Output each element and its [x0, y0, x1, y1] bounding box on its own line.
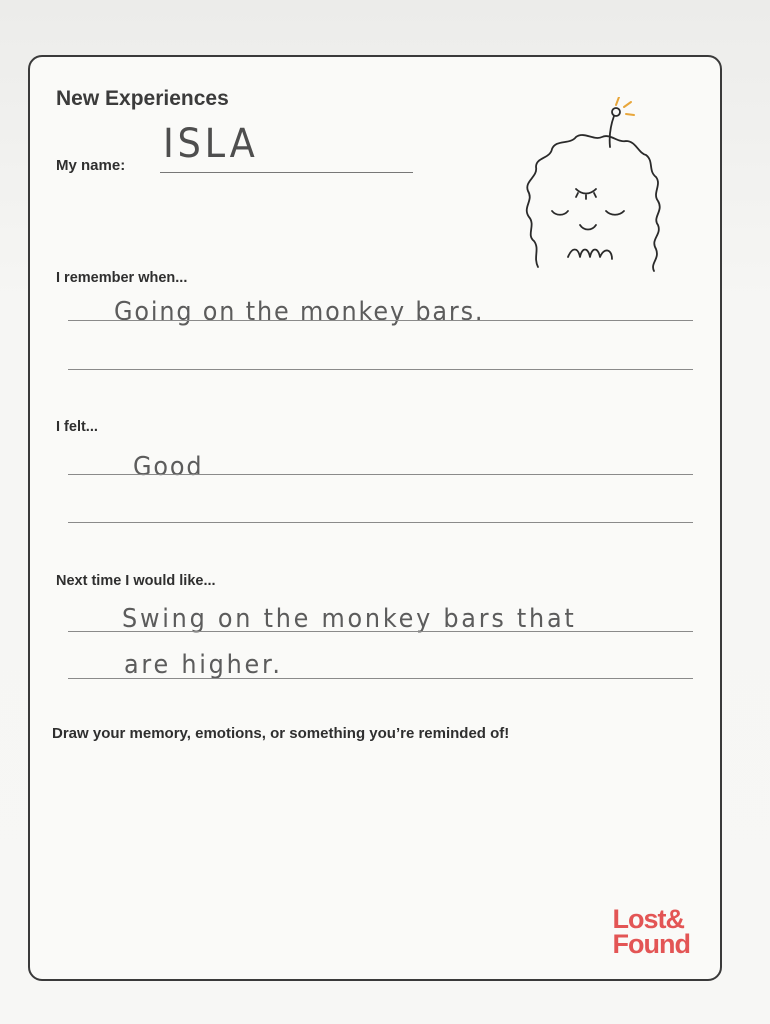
felt-answer: Good [133, 452, 204, 482]
name-value: ISLA [163, 121, 259, 167]
logo-line-1: Lost& [612, 904, 685, 934]
worksheet-title: New Experiences [56, 87, 229, 110]
remember-line-2 [68, 369, 693, 370]
name-line [160, 172, 413, 173]
felt-label: I felt... [56, 419, 98, 435]
name-label: My name: [56, 157, 126, 174]
remember-label: I remember when... [56, 270, 188, 286]
felt-line-2 [68, 522, 693, 523]
logo-line-2: Found [612, 929, 690, 959]
next-time-line-2 [68, 678, 693, 679]
lost-and-found-logo [612, 904, 690, 959]
next-time-answer-line-2: are higher. [124, 650, 283, 680]
next-time-line-1 [68, 631, 693, 632]
felt-line-1 [68, 474, 693, 475]
remember-line-1 [68, 320, 693, 321]
sleepy-fuzzy-creature-icon [498, 97, 663, 277]
next-time-answer-line-1: Swing on the monkey bars that [122, 604, 577, 634]
draw-prompt: Draw your memory, emotions, or something you’re reminded of! [52, 725, 510, 742]
worksheet-card [28, 55, 722, 981]
remember-answer: Going on the monkey bars. [114, 297, 485, 327]
next-time-label: Next time I would like... [56, 573, 216, 589]
